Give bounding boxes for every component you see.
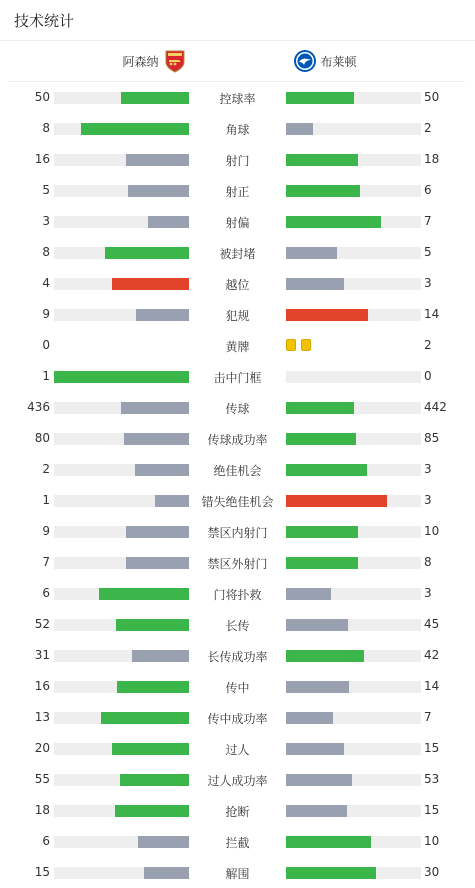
home-bar-track bbox=[54, 216, 189, 228]
home-bar bbox=[135, 464, 189, 476]
yellow-card-icon bbox=[286, 339, 296, 351]
stat-row bbox=[0, 795, 475, 826]
home-bar-track bbox=[54, 836, 189, 848]
home-team-name: 阿森纳 bbox=[122, 54, 159, 69]
away-value: 53 bbox=[424, 772, 440, 786]
home-value: 6 bbox=[42, 834, 50, 848]
home-bar bbox=[121, 402, 189, 414]
stat-label: 传球成功率 bbox=[207, 433, 268, 447]
stat-row bbox=[0, 82, 475, 113]
home-value: 8 bbox=[42, 245, 50, 259]
brighton-crest-icon bbox=[293, 49, 317, 73]
stat-label: 禁区内射门 bbox=[207, 526, 268, 540]
away-value: 2 bbox=[424, 338, 432, 352]
home-value: 52 bbox=[34, 617, 50, 631]
away-bar bbox=[286, 247, 337, 259]
home-bar-track bbox=[54, 278, 189, 290]
away-bar bbox=[286, 836, 371, 848]
home-bar bbox=[54, 371, 189, 383]
stat-row bbox=[0, 826, 475, 857]
home-value: 15 bbox=[34, 865, 50, 879]
stat-label: 击中门框 bbox=[213, 371, 262, 385]
away-value: 10 bbox=[424, 524, 440, 538]
away-bar-track bbox=[286, 92, 421, 104]
away-bar-track bbox=[286, 774, 421, 786]
away-bar-track bbox=[286, 185, 421, 197]
away-value: 18 bbox=[424, 152, 440, 166]
stat-label: 过人成功率 bbox=[207, 774, 268, 788]
home-value: 7 bbox=[42, 555, 50, 569]
home-bar bbox=[138, 836, 189, 848]
stat-row bbox=[0, 485, 475, 516]
home-bar-track bbox=[54, 805, 189, 817]
away-value: 3 bbox=[424, 276, 432, 290]
stat-label: 长传 bbox=[225, 619, 250, 633]
stat-label: 角球 bbox=[225, 123, 250, 137]
away-value: 5 bbox=[424, 245, 432, 259]
stat-row bbox=[0, 206, 475, 237]
away-value: 3 bbox=[424, 462, 432, 476]
stat-label: 禁区外射门 bbox=[207, 557, 268, 571]
stat-label: 传球 bbox=[225, 402, 250, 416]
stat-label: 抢断 bbox=[225, 805, 250, 819]
away-bar-track bbox=[286, 464, 421, 476]
stat-row bbox=[0, 268, 475, 299]
home-value: 13 bbox=[34, 710, 50, 724]
stat-row bbox=[0, 423, 475, 454]
away-bar bbox=[286, 309, 368, 321]
away-bar bbox=[286, 712, 333, 724]
home-bar bbox=[121, 92, 189, 104]
stat-label: 传中成功率 bbox=[207, 712, 268, 726]
away-value: 42 bbox=[424, 648, 440, 662]
away-bar-track bbox=[286, 154, 421, 166]
away-value: 2 bbox=[424, 121, 432, 135]
away-bar-track bbox=[286, 619, 421, 631]
away-bar bbox=[286, 402, 354, 414]
home-value: 16 bbox=[34, 679, 50, 693]
away-value: 7 bbox=[424, 214, 432, 228]
home-value: 80 bbox=[34, 431, 50, 445]
home-bar-track bbox=[54, 557, 189, 569]
home-bar bbox=[117, 681, 189, 693]
away-bar-track bbox=[286, 247, 421, 259]
stat-row bbox=[0, 361, 475, 392]
stat-label: 传中 bbox=[225, 681, 250, 695]
stat-row bbox=[0, 144, 475, 175]
stat-row bbox=[0, 299, 475, 330]
away-bar-track bbox=[286, 526, 421, 538]
away-value: 0 bbox=[424, 369, 432, 383]
header bbox=[0, 0, 475, 41]
stat-row bbox=[0, 392, 475, 423]
home-value: 436 bbox=[27, 400, 50, 414]
home-value: 20 bbox=[34, 741, 50, 755]
away-value: 442 bbox=[424, 400, 447, 414]
stat-label: 射正 bbox=[225, 185, 250, 199]
away-bar-track bbox=[286, 650, 421, 662]
home-bar-track bbox=[54, 371, 189, 383]
home-bar-track bbox=[54, 712, 189, 724]
home-bar bbox=[148, 216, 189, 228]
home-bar-track bbox=[54, 681, 189, 693]
home-value: 9 bbox=[42, 524, 50, 538]
home-bar bbox=[155, 495, 189, 507]
home-bar bbox=[126, 526, 189, 538]
home-value: 3 bbox=[42, 214, 50, 228]
home-value: 0 bbox=[42, 338, 50, 352]
away-bar bbox=[286, 216, 381, 228]
away-value: 30 bbox=[424, 865, 440, 879]
stat-row bbox=[0, 578, 475, 609]
away-value: 45 bbox=[424, 617, 440, 631]
home-bar-track bbox=[54, 433, 189, 445]
home-bar-track bbox=[54, 650, 189, 662]
stat-row bbox=[0, 671, 475, 702]
home-value: 18 bbox=[34, 803, 50, 817]
home-team[interactable] bbox=[122, 41, 190, 81]
away-bar-track bbox=[286, 495, 421, 507]
away-bar bbox=[286, 681, 349, 693]
away-value: 6 bbox=[424, 183, 432, 197]
home-bar-track bbox=[54, 464, 189, 476]
arsenal-crest-icon bbox=[163, 49, 187, 73]
home-value: 55 bbox=[34, 772, 50, 786]
stat-label: 拦截 bbox=[225, 836, 250, 850]
stat-row bbox=[0, 857, 475, 888]
away-bar bbox=[286, 92, 354, 104]
home-bar bbox=[126, 154, 189, 166]
home-bar bbox=[101, 712, 189, 724]
home-bar bbox=[132, 650, 189, 662]
stat-label: 绝佳机会 bbox=[213, 464, 262, 478]
teams-header bbox=[8, 41, 465, 82]
away-value: 3 bbox=[424, 493, 432, 507]
away-bar-track bbox=[286, 712, 421, 724]
away-bar bbox=[286, 557, 358, 569]
home-bar-track bbox=[54, 774, 189, 786]
home-value: 50 bbox=[34, 90, 50, 104]
stat-label: 控球率 bbox=[219, 92, 256, 106]
home-bar bbox=[112, 743, 189, 755]
home-bar-track bbox=[54, 588, 189, 600]
away-bar-track bbox=[286, 216, 421, 228]
away-bar-track bbox=[286, 743, 421, 755]
home-bar bbox=[115, 805, 189, 817]
home-bar bbox=[144, 867, 189, 879]
away-value: 14 bbox=[424, 307, 440, 321]
away-value: 85 bbox=[424, 431, 440, 445]
home-value: 5 bbox=[42, 183, 50, 197]
away-bar-track bbox=[286, 123, 421, 135]
home-bar-track bbox=[54, 743, 189, 755]
away-bar-track bbox=[286, 278, 421, 290]
stat-label: 犯规 bbox=[225, 309, 250, 323]
home-bar bbox=[116, 619, 189, 631]
away-bar-track bbox=[286, 805, 421, 817]
away-bar-track bbox=[286, 557, 421, 569]
home-bar bbox=[136, 309, 189, 321]
stat-label: 射偏 bbox=[225, 216, 250, 230]
stat-label: 被封堵 bbox=[219, 247, 256, 261]
away-bar-track bbox=[286, 588, 421, 600]
away-bar-track bbox=[286, 681, 421, 693]
away-bar-track bbox=[286, 433, 421, 445]
stat-row bbox=[0, 330, 475, 361]
away-bar bbox=[286, 588, 331, 600]
away-bar bbox=[286, 495, 387, 507]
away-value: 10 bbox=[424, 834, 440, 848]
away-bar bbox=[286, 526, 358, 538]
away-bar bbox=[286, 867, 376, 879]
away-team-name: 布莱顿 bbox=[320, 54, 357, 69]
away-bar-track bbox=[286, 836, 421, 848]
away-bar-track bbox=[286, 309, 421, 321]
stat-row bbox=[0, 175, 475, 206]
away-value: 15 bbox=[424, 741, 440, 755]
away-bar bbox=[286, 433, 356, 445]
stat-row bbox=[0, 547, 475, 578]
stat-label: 门将扑救 bbox=[213, 588, 262, 602]
home-bar-track bbox=[54, 123, 189, 135]
home-bar-track bbox=[54, 92, 189, 104]
stat-label: 黄牌 bbox=[225, 340, 250, 354]
home-value: 1 bbox=[42, 493, 50, 507]
home-bar-track bbox=[54, 495, 189, 507]
away-bar bbox=[286, 123, 313, 135]
stat-row bbox=[0, 702, 475, 733]
away-bar-track bbox=[286, 402, 421, 414]
home-bar-track bbox=[54, 185, 189, 197]
home-bar bbox=[81, 123, 189, 135]
home-value: 6 bbox=[42, 586, 50, 600]
away-bar bbox=[286, 185, 360, 197]
away-bar bbox=[286, 619, 348, 631]
away-bar bbox=[286, 743, 344, 755]
page-title: 技术统计 bbox=[14, 11, 75, 30]
stat-label: 过人 bbox=[225, 743, 250, 757]
away-bar bbox=[286, 650, 364, 662]
away-bar-track bbox=[286, 867, 421, 879]
stat-label: 越位 bbox=[225, 278, 250, 292]
home-bar bbox=[128, 185, 189, 197]
away-bar bbox=[286, 774, 352, 786]
away-bar bbox=[286, 154, 358, 166]
home-bar bbox=[120, 774, 189, 786]
stat-label: 错失绝佳机会 bbox=[201, 495, 274, 509]
stat-row bbox=[0, 516, 475, 547]
home-bar-track bbox=[54, 402, 189, 414]
stat-row bbox=[0, 640, 475, 671]
away-value: 7 bbox=[424, 710, 432, 724]
home-bar-track bbox=[54, 867, 189, 879]
stat-row bbox=[0, 764, 475, 795]
home-bar bbox=[126, 557, 189, 569]
stat-label: 长传成功率 bbox=[207, 650, 268, 664]
stat-label: 解围 bbox=[225, 867, 250, 881]
home-value: 4 bbox=[42, 276, 50, 290]
stat-row bbox=[0, 237, 475, 268]
away-bar bbox=[286, 464, 367, 476]
stat-row bbox=[0, 733, 475, 764]
home-value: 31 bbox=[34, 648, 50, 662]
away-value: 14 bbox=[424, 679, 440, 693]
home-bar-track bbox=[54, 154, 189, 166]
home-value: 8 bbox=[42, 121, 50, 135]
away-value: 3 bbox=[424, 586, 432, 600]
away-team[interactable] bbox=[289, 41, 357, 81]
home-value: 1 bbox=[42, 369, 50, 383]
stat-label: 射门 bbox=[225, 154, 250, 168]
away-bar bbox=[286, 805, 347, 817]
home-value: 9 bbox=[42, 307, 50, 321]
home-value: 2 bbox=[42, 462, 50, 476]
stat-row bbox=[0, 454, 475, 485]
home-bar bbox=[112, 278, 189, 290]
yellow-card-icon bbox=[301, 339, 311, 351]
home-bar bbox=[99, 588, 189, 600]
away-value: 15 bbox=[424, 803, 440, 817]
away-bar bbox=[286, 278, 344, 290]
home-bar-track bbox=[54, 526, 189, 538]
away-bar-track bbox=[286, 371, 421, 383]
home-bar bbox=[105, 247, 189, 259]
home-bar-track bbox=[54, 309, 189, 321]
stat-row bbox=[0, 113, 475, 144]
home-bar-track bbox=[54, 619, 189, 631]
stat-row bbox=[0, 609, 475, 640]
home-value: 16 bbox=[34, 152, 50, 166]
home-bar bbox=[124, 433, 189, 445]
away-value: 8 bbox=[424, 555, 432, 569]
away-value: 50 bbox=[424, 90, 440, 104]
home-bar-track bbox=[54, 247, 189, 259]
